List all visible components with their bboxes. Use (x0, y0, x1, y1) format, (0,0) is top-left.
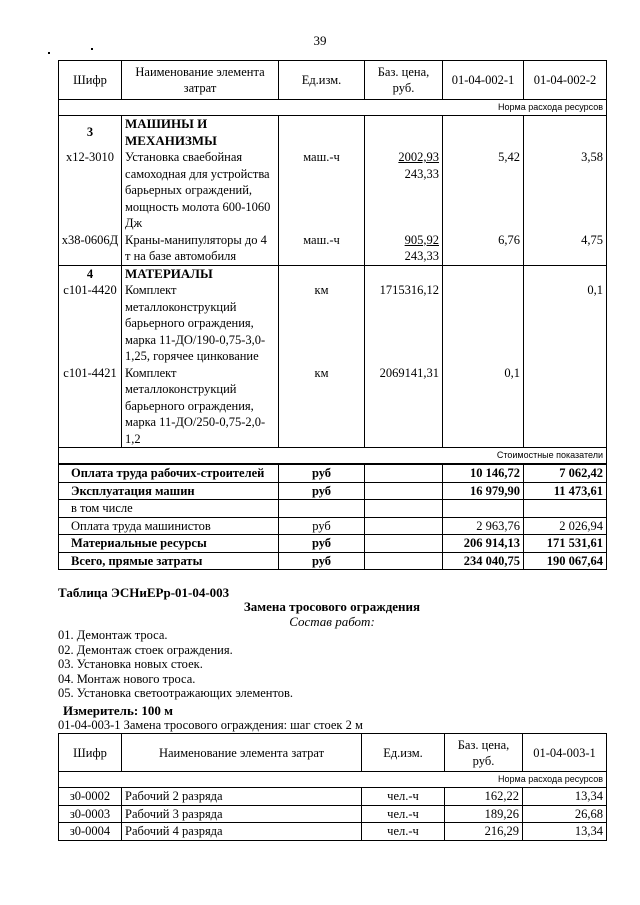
row-name: Комплект металлоконструкций барьерного ограждения, марка 11-ДО/190-0,75-3,0-1,25, горячее цинкование (122, 282, 279, 365)
header-unit: Ед.изм. (362, 734, 445, 772)
totals-row (59, 535, 607, 553)
totals-value-2 (524, 500, 607, 518)
row-unit: маш.-ч (279, 232, 365, 266)
totals-value-1: 2 963,76 (443, 517, 524, 535)
table-row (59, 282, 607, 365)
totals-row (59, 482, 607, 500)
row-unit: чел.-ч (362, 823, 445, 841)
totals-row (59, 517, 607, 535)
totals-unit: руб (279, 517, 365, 535)
row-price-bottom: 243,33 (404, 249, 439, 263)
resource-table-2 (58, 733, 607, 841)
totals-value-2: 2 026,94 (524, 517, 607, 535)
cost-label: Стоимостные показатели (59, 448, 607, 465)
totals-value-2: 11 473,61 (524, 482, 607, 500)
row-value-2: 3,58 (524, 149, 607, 232)
table-row (59, 823, 607, 841)
totals-unit: руб (279, 535, 365, 553)
row-price-bottom: 243,33 (404, 166, 439, 181)
header-unit: Ед.изм. (279, 61, 365, 100)
row-price: 1715316,12 (365, 282, 443, 365)
section-title: МАТЕРИАЛЫ (122, 265, 279, 282)
row-price: 216,29 (445, 823, 523, 841)
work-step: 01. Демонтаж троса. (58, 628, 168, 642)
header-name: Наименование элемента затрат (122, 61, 279, 100)
row-value-2: 0,1 (524, 282, 607, 365)
header-price: Баз. цена, руб. (445, 734, 523, 772)
work-step: 02. Демонтаж стоек ограждения. (58, 642, 233, 657)
row-value-1: 13,34 (523, 788, 607, 806)
work-step: 03. Установка новых стоек. (58, 657, 203, 671)
row-unit: км (279, 282, 365, 365)
row-value-1: 26,68 (523, 805, 607, 823)
row-name: Рабочий 2 разряда (122, 788, 362, 806)
section-title: МАШИНЫ И МЕХАНИЗМЫ (122, 116, 279, 150)
totals-unit (279, 500, 365, 518)
totals-label: Эксплуатация машин (59, 482, 279, 500)
totals-value-1 (443, 500, 524, 518)
row-code: х38-0606Д (59, 232, 122, 266)
row-value-1: 13,34 (523, 823, 607, 841)
header-name: Наименование элемента затрат (122, 734, 362, 772)
row-code: х12-3010 (59, 149, 122, 232)
section-number: 4 (59, 265, 122, 282)
header-col1: 01-04-003-1 (523, 734, 607, 772)
totals-label: Всего, прямые затраты (59, 552, 279, 570)
row-name: Краны-манипуляторы до 4 т на базе автомобиля (122, 232, 279, 266)
table-title: Таблица ЭСНиЕРр-01-04-003 (58, 585, 230, 600)
section-number: 3 (59, 116, 122, 150)
row-unit: км (279, 365, 365, 448)
work-step: 04. Монтаж нового троса. (58, 671, 196, 686)
work-step: 05. Установка светоотражающих элементов. (58, 686, 294, 700)
subtable-title: 01-04-003-1 Замена тросового ограждения: шаг стоек 2 м (58, 718, 363, 732)
row-price: 162,22 (445, 788, 523, 806)
header-price: Баз. цена, руб. (365, 61, 443, 100)
row-code: з0-0004 (59, 823, 122, 841)
scan-dot (48, 52, 50, 54)
totals-value-1: 206 914,13 (443, 535, 524, 553)
row-code: з0-0002 (59, 788, 122, 806)
totals-row (59, 464, 607, 482)
totals-value-2: 190 067,64 (524, 552, 607, 570)
table-row (59, 788, 607, 806)
row-unit: чел.-ч (362, 805, 445, 823)
header-col1: 01-04-002-1 (443, 61, 524, 100)
totals-unit: руб (279, 552, 365, 570)
row-price: 189,26 (445, 805, 523, 823)
section-heading: Замена тросового ограждения (243, 599, 421, 614)
row-name: Рабочий 3 разряда (122, 805, 362, 823)
totals-label: в том числе (59, 500, 279, 518)
row-name: Рабочий 4 разряда (122, 823, 362, 841)
page-number: 39 (313, 33, 327, 48)
row-value-1 (443, 282, 524, 365)
totals-label: Материальные ресурсы (59, 535, 279, 553)
norm-label: Норма расхода ресурсов (59, 772, 607, 788)
totals-value-2: 7 062,42 (524, 464, 607, 482)
row-unit: маш.-ч (279, 149, 365, 232)
totals-unit: руб (279, 464, 365, 482)
row-code: с101-4420 (59, 282, 122, 365)
totals-label: Оплата труда машинистов (59, 517, 279, 535)
row-name: Установка сваебойная самоходная для устройства барьерных ограждений, мощность молота 600-1060 Дж (122, 149, 279, 232)
row-price: 2069141,31 (365, 365, 443, 448)
totals-row (59, 552, 607, 570)
row-value-2: 4,75 (524, 232, 607, 266)
row-price-top: 905,92 (404, 232, 439, 247)
totals-unit: руб (279, 482, 365, 500)
row-code: з0-0003 (59, 805, 122, 823)
totals-value-1: 10 146,72 (443, 464, 524, 482)
table-row (59, 232, 607, 266)
section-subheading: Состав работ: (289, 614, 375, 629)
row-name: Комплект металлоконструкций барьерного ограждения, марка 11-ДО/250-0,75-2,0-1,2 (122, 365, 279, 448)
totals-label: Оплата труда рабочих-строителей (59, 464, 279, 482)
totals-value-2: 171 531,61 (524, 535, 607, 553)
table-row (59, 805, 607, 823)
resource-table-1 (58, 60, 607, 570)
row-value-1: 0,1 (443, 365, 524, 448)
table-row (59, 149, 607, 232)
row-value-1: 5,42 (443, 149, 524, 232)
meter-label: Измеритель: 100 м (63, 703, 174, 718)
totals-value-1: 16 979,90 (443, 482, 524, 500)
row-unit: чел.-ч (362, 788, 445, 806)
table-row (59, 365, 607, 448)
header-col2: 01-04-002-2 (524, 61, 607, 100)
totals-row (59, 500, 607, 518)
row-code: с101-4421 (59, 365, 122, 448)
header-code: Шифр (59, 734, 122, 772)
header-code: Шифр (59, 61, 122, 100)
row-value-2 (524, 365, 607, 448)
norm-label: Норма расхода ресурсов (59, 100, 607, 116)
row-value-1: 6,76 (443, 232, 524, 266)
row-price-top: 2002,93 (398, 150, 439, 164)
totals-value-1: 234 040,75 (443, 552, 524, 570)
